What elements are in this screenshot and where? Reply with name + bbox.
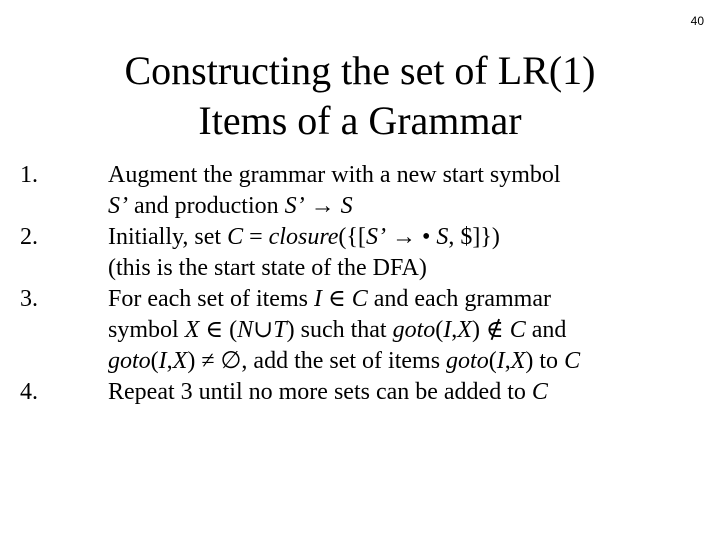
math-symbol: S’ (365, 224, 386, 250)
step-text: , (166, 348, 173, 374)
step-text: Augment the grammar with a new start symbol (108, 162, 561, 188)
step-line (108, 377, 720, 408)
math-symbol: goto (392, 317, 436, 343)
step-text: Repeat 3 until no more sets can be added to (108, 379, 532, 405)
step-text: ∈ (321, 286, 352, 312)
step-number: 3. (20, 286, 38, 312)
math-symbol: T (273, 317, 287, 343)
step-text: Initially, set (108, 224, 228, 250)
step-text: and production (128, 193, 285, 219)
step-text: and each grammar (367, 286, 551, 312)
math-symbol: I (496, 348, 505, 374)
step-item (0, 377, 720, 408)
step-text: ({[ (338, 224, 366, 250)
step-line (108, 160, 720, 191)
math-symbol: X (184, 317, 200, 343)
step-text: and (525, 317, 567, 343)
step-item (0, 222, 720, 284)
step-item (0, 160, 720, 222)
math-symbol: X (172, 348, 188, 374)
steps-list (0, 160, 720, 408)
step-line (108, 315, 720, 346)
step-number: 2. (20, 224, 38, 250)
math-symbol: closure (268, 224, 339, 250)
math-symbol: goto (108, 348, 151, 374)
math-symbol: N (237, 317, 254, 343)
step-text: ∈ ( (199, 317, 238, 343)
step-text: ) such that (286, 317, 393, 343)
math-symbol: I (443, 317, 452, 343)
step-text: = (243, 224, 269, 250)
title-line: Constructing the set of LR(1) (124, 48, 596, 93)
math-symbol: I (313, 286, 322, 312)
step-line (108, 253, 720, 284)
step-text: ∪ (253, 317, 274, 343)
math-symbol: goto (446, 348, 489, 374)
math-symbol: S’ (284, 193, 305, 219)
step-text: → (304, 193, 341, 219)
math-symbol: S’ (108, 193, 128, 219)
math-symbol: C (531, 379, 548, 405)
page-number: 40 (690, 14, 704, 28)
step-text: , $]}) (448, 224, 500, 250)
math-symbol: S (340, 193, 353, 219)
math-symbol: X (510, 348, 526, 374)
step-text: → • (385, 224, 437, 250)
step-line (108, 346, 720, 377)
math-symbol: I (158, 348, 167, 374)
math-symbol: X (457, 317, 472, 343)
slide-title (0, 46, 720, 146)
math-symbol: S (436, 224, 449, 250)
step-text: (this is the start state of the DFA) (108, 255, 427, 281)
step-text: ) ∉ (471, 317, 510, 343)
step-text: symbol (108, 317, 185, 343)
math-symbol: C (509, 317, 526, 343)
step-text: ) ≠ ∅, add the set of items (187, 348, 447, 374)
math-symbol: C (351, 286, 368, 312)
step-text: ) to (525, 348, 565, 374)
math-symbol: C (227, 224, 244, 250)
step-text: For each set of items (108, 286, 314, 312)
step-text: ( (150, 348, 159, 374)
step-number: 1. (20, 162, 38, 188)
step-line (108, 222, 720, 253)
math-symbol: C (564, 348, 581, 374)
step-item (0, 284, 720, 377)
step-text: , (451, 317, 458, 343)
title-line: Items of a Grammar (198, 98, 522, 143)
step-text: ( (488, 348, 497, 374)
step-text: , (504, 348, 511, 374)
step-text: ( (435, 317, 444, 343)
step-number: 4. (20, 379, 38, 405)
step-line (108, 191, 720, 222)
step-line (108, 284, 720, 315)
